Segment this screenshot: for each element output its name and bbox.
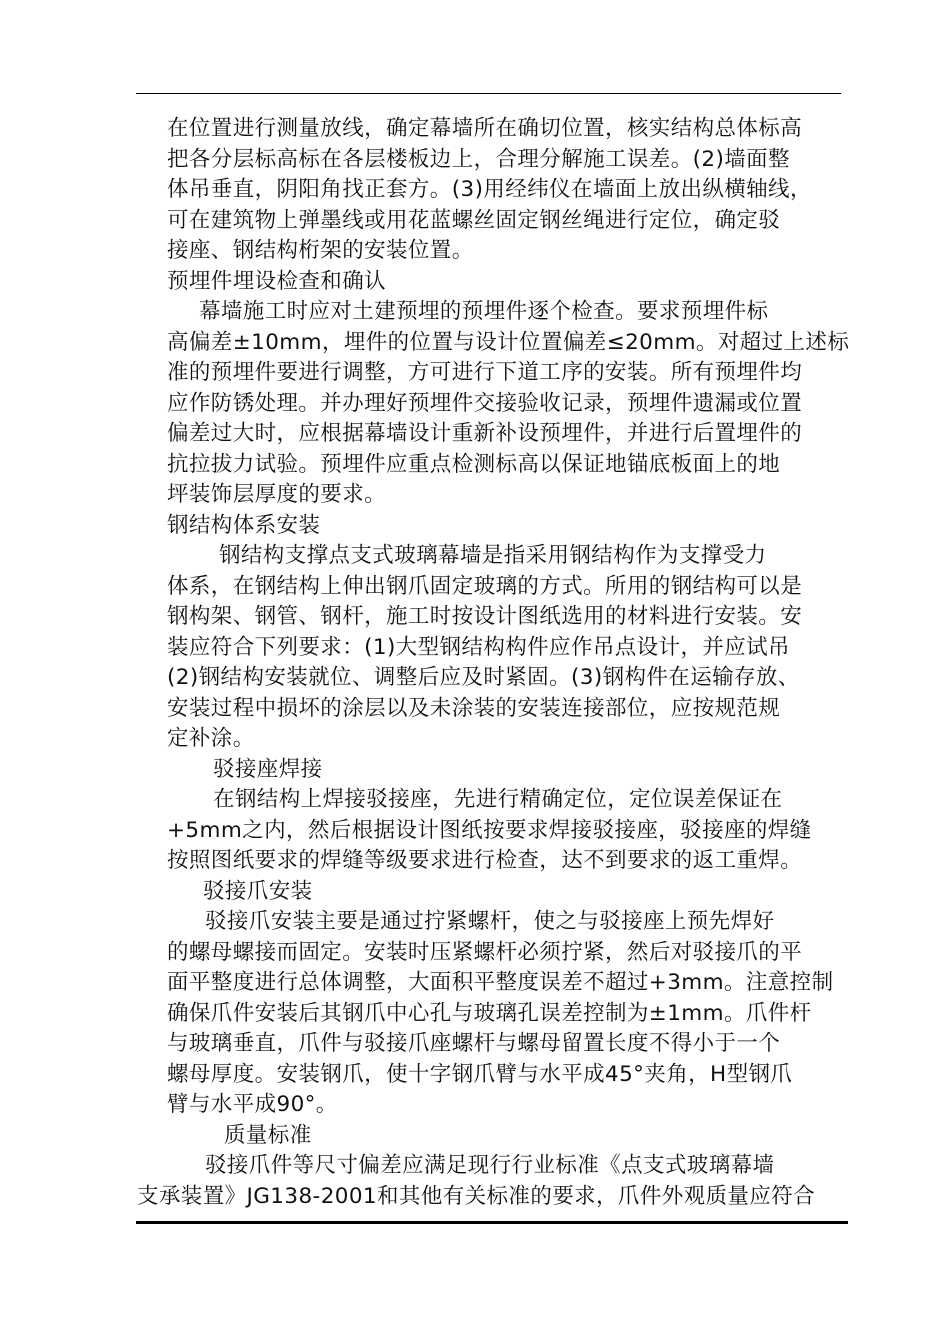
paragraph-line: 接座、钢结构桁架的安装位置。 — [167, 238, 474, 263]
paragraph-line: 确保爪件安装后其钢爪中心孔与玻璃孔误差控制为±1mm。爪件杆 — [167, 1000, 812, 1026]
paragraph-line: 安装过程中损坏的涂层以及未涂装的安装连接部位，应按规范规 — [167, 695, 781, 721]
paragraph-line: 把各分层标高标在各层楼板边上，合理分解施工误差。(2)墙面整 — [167, 146, 790, 172]
section-heading: 质量标准 — [224, 1122, 312, 1148]
paragraph-line: 驳接爪件等尺寸偏差应满足现行行业标准《点支式玻璃幕墙 — [205, 1153, 775, 1178]
paragraph-line: 支承装置》JG138-2001和其他有关标准的要求，爪件外观质量应符合 — [137, 1183, 816, 1209]
paragraph-line: 在钢结构上焊接驳接座，先进行精确定位，定位误差保证在 — [213, 787, 783, 812]
paragraph-line: 臂与水平成90°。 — [167, 1092, 338, 1117]
section-heading: 驳接爪安装 — [203, 878, 313, 904]
paragraph-line: 抗拉拔力试验。预埋件应重点检测标高以保证地锚底板面上的地 — [167, 451, 781, 477]
paragraph-line: 驳接爪安装主要是通过拧紧螺杆，使之与驳接座上预先焊好 — [205, 909, 775, 934]
section-heading: 钢结构体系安装 — [167, 512, 321, 538]
paragraph-line: 的螺母螺接而固定。安装时压紧螺杆必须拧紧，然后对驳接爪的平 — [167, 939, 803, 965]
paragraph-line: (2)钢结构安装就位、调整后应及时紧固。(3)钢构件在运输存放、 — [167, 665, 800, 690]
header-rule — [136, 93, 841, 94]
section-heading: 预埋件埋设检查和确认 — [167, 268, 387, 294]
paragraph-line: 高偏差±10mm，埋件的位置与设计位置偏差≤20mm。对超过上述标 — [167, 329, 850, 355]
paragraph-line: 应作防锈处理。并办理好预埋件交接验收记录，预埋件遗漏或位置 — [167, 390, 803, 416]
section-heading: 驳接座焊接 — [213, 756, 323, 782]
paragraph-line: 幕墙施工时应对土建预埋的预埋件逐个检查。要求预埋件标 — [199, 299, 769, 324]
paragraph-line: 钢构架、钢管、钢杆，施工时按设计图纸选用的材料进行安装。安 — [167, 604, 803, 629]
paragraph-line: 偏差过大时，应根据幕墙设计重新补设预埋件，并进行后置埋件的 — [167, 421, 803, 446]
paragraph-line: 体系，在钢结构上伸出钢爪固定玻璃的方式。所用的钢结构可以是 — [167, 573, 803, 599]
paragraph-line: 装应符合下列要求：(1)大型钢结构构件应作吊点设计，并应试吊 — [167, 634, 790, 660]
paragraph-line: 与玻璃垂直，爪件与驳接爪座螺杆与螺母留置长度不得小于一个 — [167, 1031, 781, 1056]
paragraph-line: 钢结构支撑点支式玻璃幕墙是指采用钢结构作为支撑受力 — [219, 543, 767, 568]
paragraph-line: 在位置进行测量放线，确定幕墙所在确切位置，核实结构总体标高 — [167, 116, 803, 141]
paragraph-line: 定补涂。 — [167, 726, 255, 751]
document-body — [137, 114, 850, 1212]
paragraph-line: 按照图纸要求的焊缝等级要求进行检查，达不到要求的返工重焊。 — [167, 848, 803, 873]
paragraph-line: +5mm之内，然后根据设计图纸按要求焊接驳接座，驳接座的焊缝 — [167, 817, 812, 843]
footer-rule — [136, 1221, 848, 1224]
paragraph-line: 螺母厚度。安装钢爪，使十字钢爪臂与水平成45°夹角，H型钢爪 — [167, 1061, 793, 1087]
paragraph-line: 可在建筑物上弹墨线或用花蓝螺丝固定钢丝绳进行定位，确定驳 — [167, 207, 781, 233]
paragraph-line: 坪装饰层厚度的要求。 — [167, 482, 387, 507]
paragraph-line: 面平整度进行总体调整，大面积平整度误差不超过+3mm。注意控制 — [167, 970, 834, 995]
paragraph-line: 准的预埋件要进行调整，方可进行下道工序的安装。所有预埋件均 — [167, 360, 803, 385]
paragraph-line: 体吊垂直，阴阳角找正套方。(3)用经纬仪在墙面上放出纵横轴线， — [167, 177, 812, 202]
